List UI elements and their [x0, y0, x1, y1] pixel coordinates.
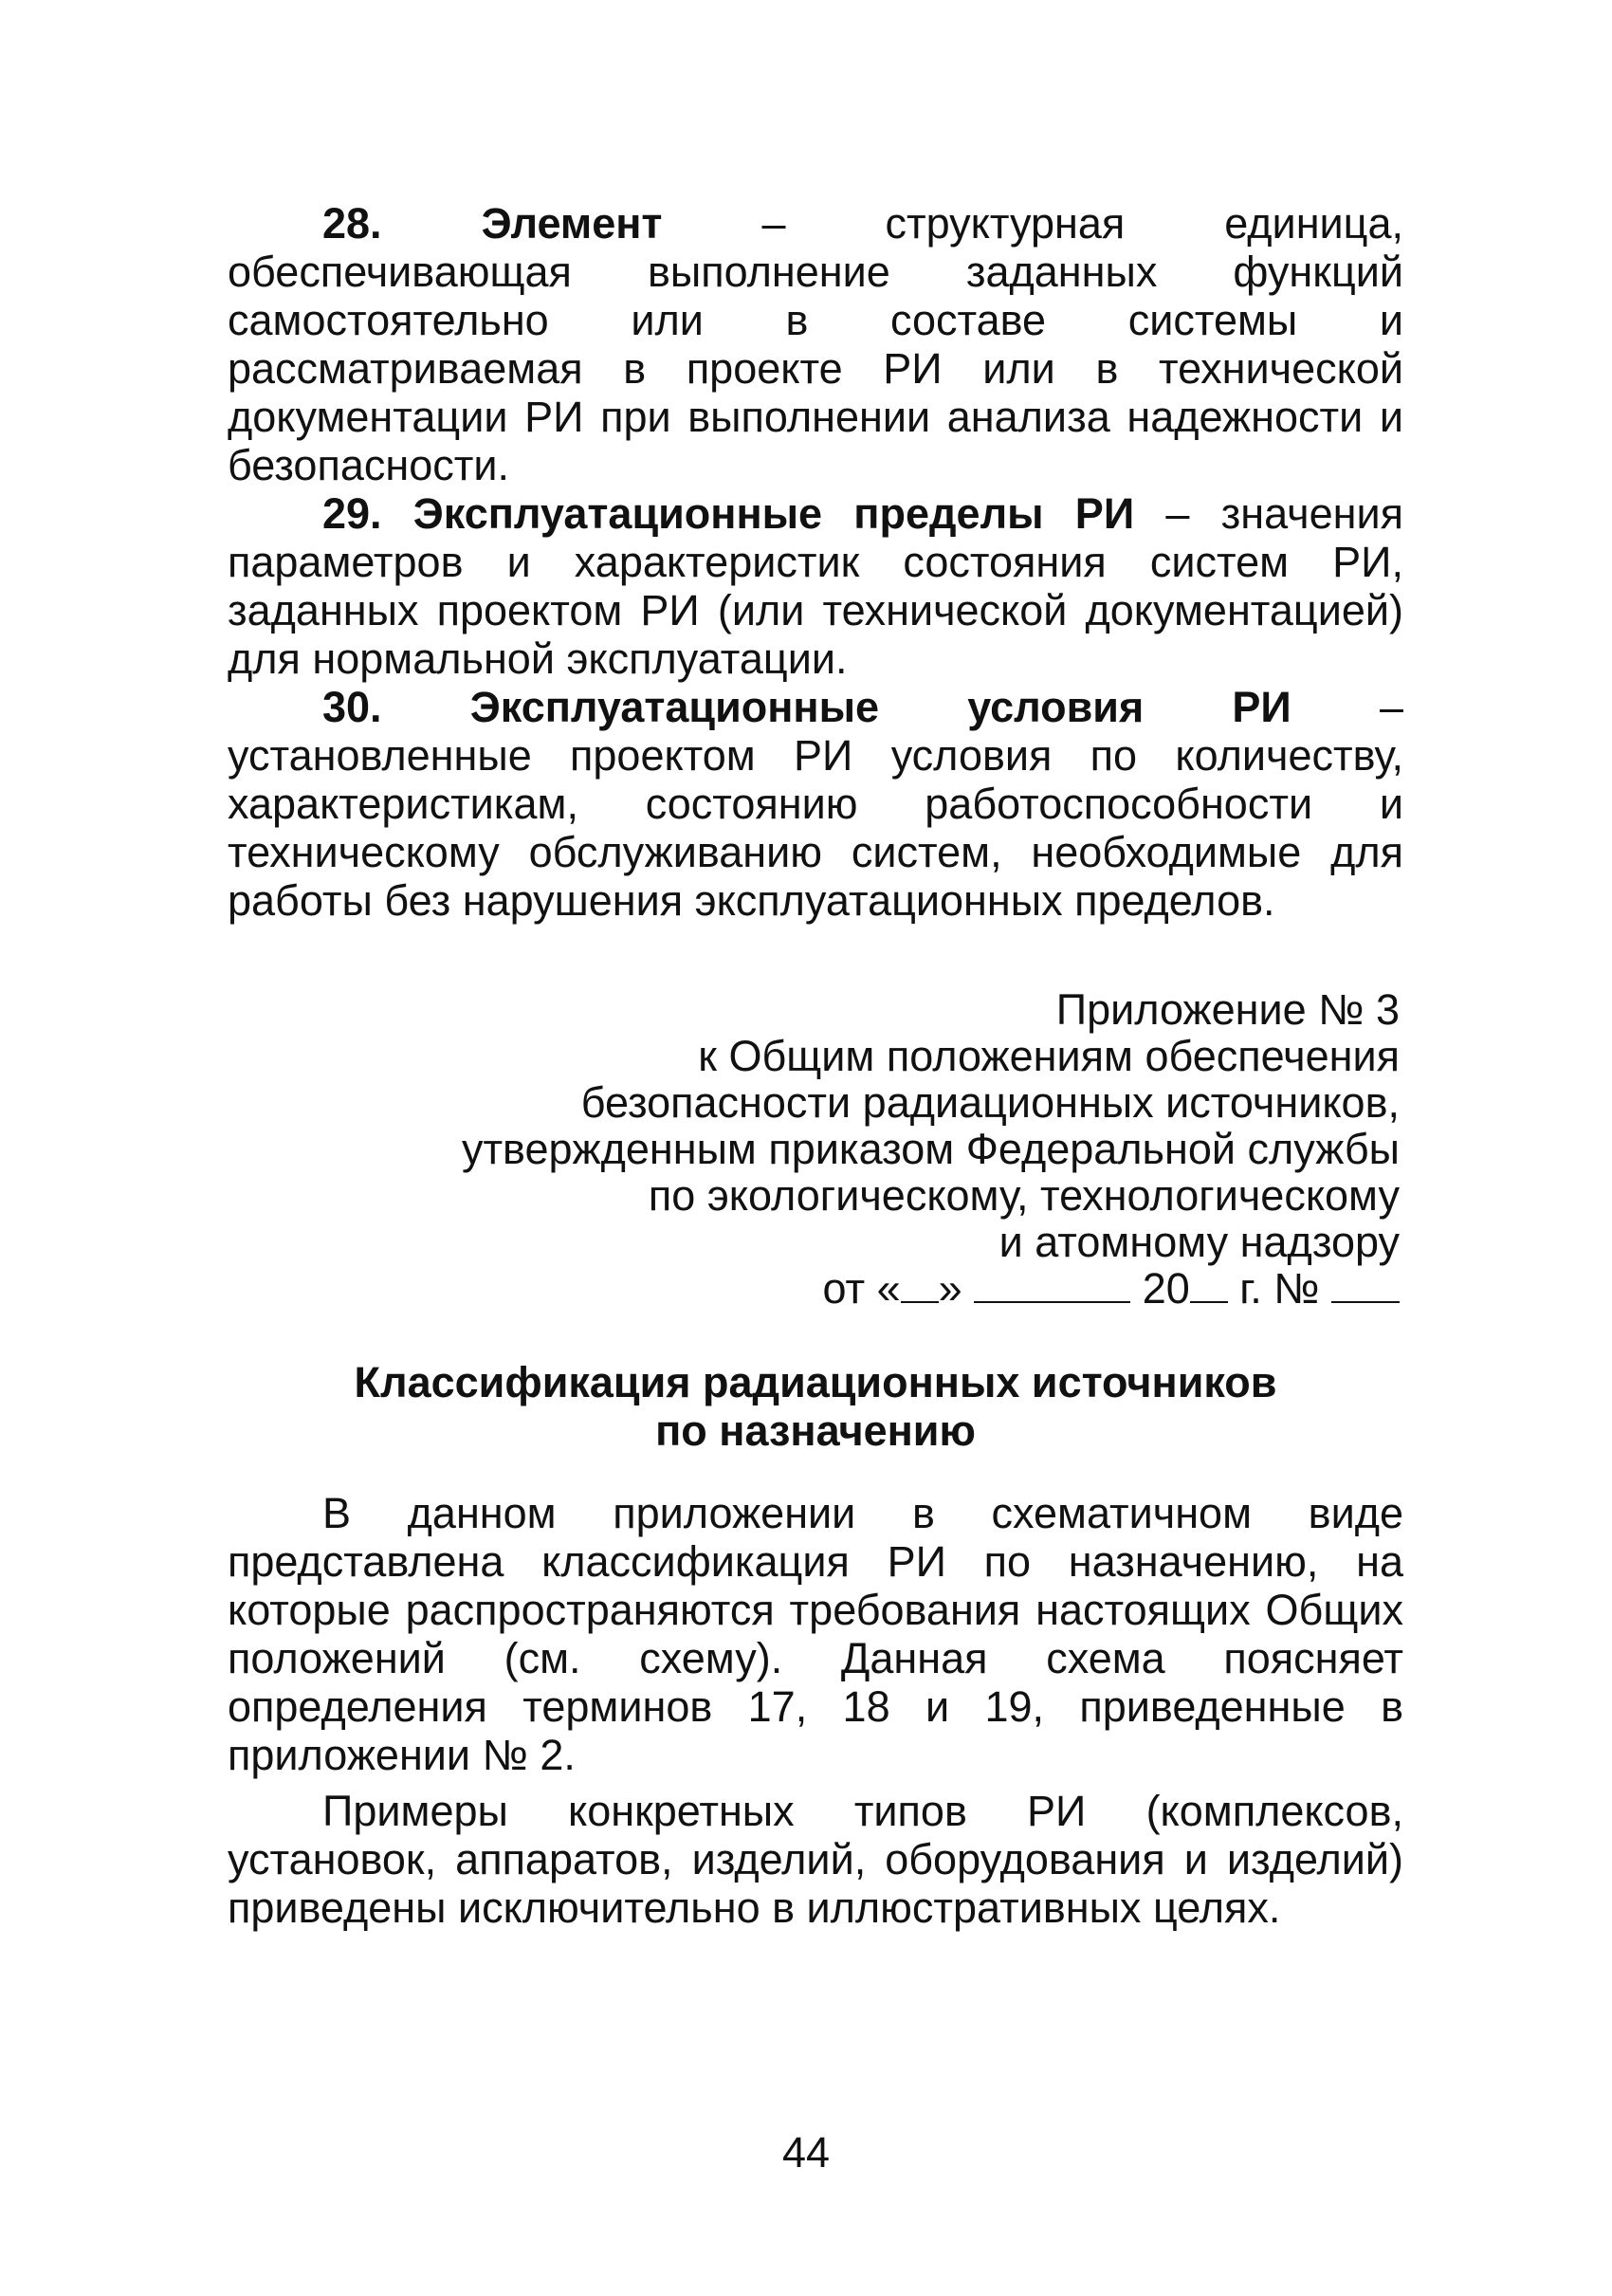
- term-name: Элемент: [481, 199, 663, 248]
- term-name: Эксплуатационные условия РИ: [469, 683, 1291, 731]
- intro-paragraph: В данном приложении в схематичном виде представлена классификация РИ по назначению, на которые распространяются требования настоящих Общих положений (см. схему). Данная схема поясняет определения терминов 17, 18 и 19, приведенные в приложении № 2.: [228, 1489, 1403, 1779]
- term-name: Эксплуатационные пределы РИ: [412, 489, 1135, 538]
- appendix-line: безопасности радиационных источников,: [580, 1078, 1400, 1127]
- appendix-header: [451, 986, 1400, 1312]
- month-blank: [974, 1265, 1130, 1303]
- term-30: [228, 683, 1403, 925]
- term-number: 30.: [322, 683, 382, 731]
- term-29: [228, 489, 1403, 683]
- date-prefix: от «: [822, 1264, 901, 1313]
- appendix-line: утвержденным приказом Федеральной службы: [461, 1125, 1400, 1173]
- intro-paragraph: Примеры конкретных типов РИ (комплексов, установок, аппаратов, изделий, оборудования и изделий) приведены исключительно в иллюстративных целях.: [228, 1787, 1403, 1932]
- appendix-title: Приложение № 3: [1055, 985, 1400, 1034]
- year-suffix: г. №: [1239, 1264, 1320, 1313]
- section-heading: [228, 1358, 1403, 1455]
- term-number: 29.: [322, 489, 382, 538]
- term-definition: – установленные проектом РИ условия по количеству, характеристикам, состоянию работоспособности и техническому обслуживанию систем, необходимые для работы без нарушения эксплуатационных пределов.: [228, 683, 1403, 925]
- appendix-date-line: [451, 1265, 1400, 1312]
- date-mid: »: [938, 1264, 962, 1313]
- term-28: [228, 199, 1403, 489]
- intro-section: [228, 1489, 1403, 1932]
- year-blank: [1190, 1265, 1228, 1303]
- year-prefix: 20: [1142, 1264, 1190, 1313]
- terms-section: [228, 199, 1403, 925]
- page-number: 44: [781, 2128, 831, 2177]
- heading-line: по назначению: [655, 1406, 976, 1455]
- term-number: 28.: [322, 199, 382, 248]
- term-definition: – структурная единица, обеспечивающая выполнение заданных функций самостоятельно или в составе системы и рассматриваемая в проекте РИ или в технической документации РИ при выполнении анализа надежности и безопасности.: [228, 199, 1403, 489]
- appendix-line: к Общим положениям обеспечения: [698, 1032, 1400, 1080]
- heading-line: Классификация радиационных источников: [354, 1358, 1277, 1406]
- appendix-line: по экологическому, технологическому: [648, 1171, 1400, 1220]
- term-definition: – значения параметров и характеристик состояния систем РИ, заданных проектом РИ (или технической документацией) для нормальной эксплуатации.: [228, 489, 1403, 683]
- day-blank: [901, 1265, 939, 1303]
- appendix-line: и атомному надзору: [998, 1218, 1400, 1266]
- number-blank: [1331, 1265, 1400, 1303]
